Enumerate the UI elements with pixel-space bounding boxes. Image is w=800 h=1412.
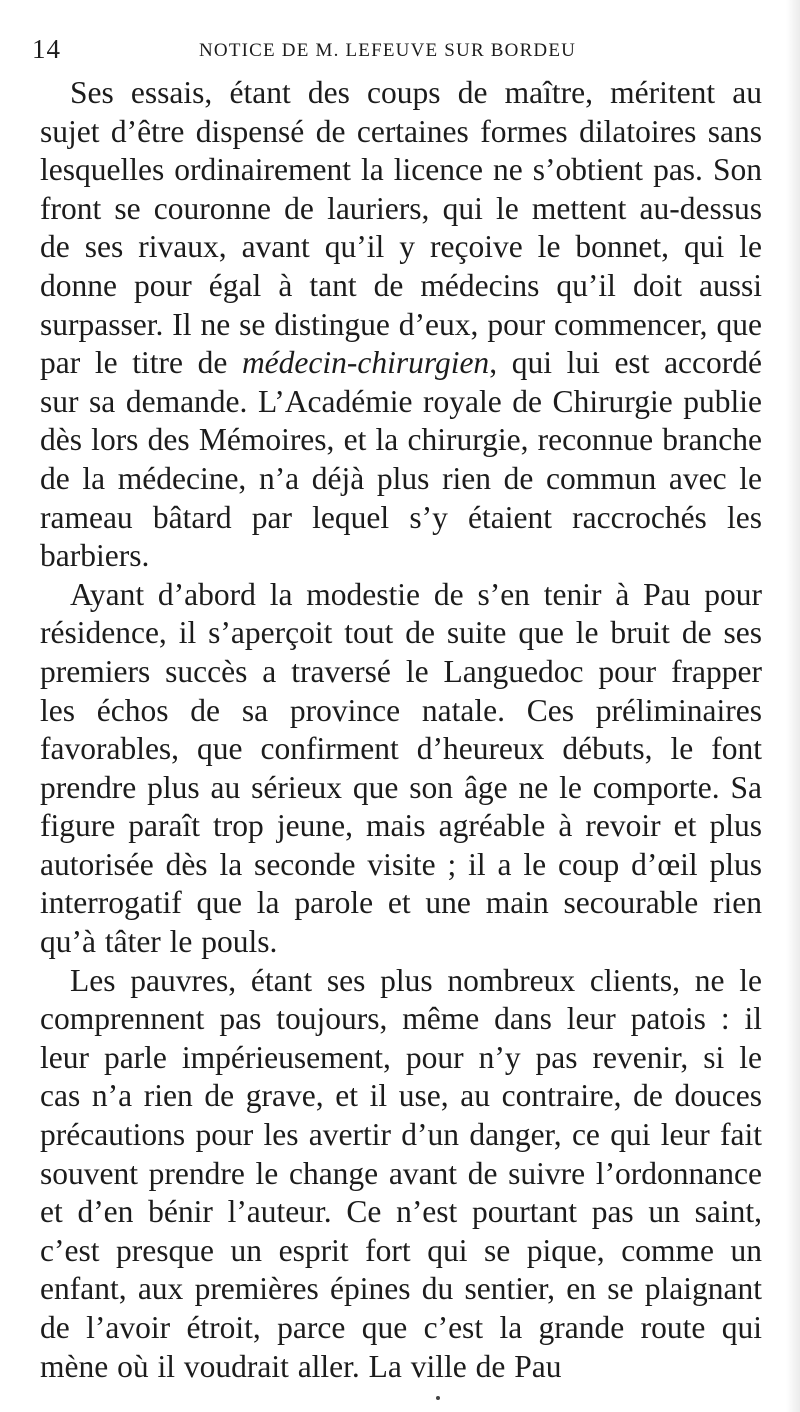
italic-term: médecin-chirurgien [241, 345, 490, 381]
body-text [40, 74, 762, 1386]
paragraph-3: Les pauvres, étant ses plus nombreux clients, ne le comprennent pas toujours, même dans leur patois : il leur parle impérieusement, pour n’y pas revenir, si le cas n’a rien de grave, et il use, au contraire, de douces précautions pour les avertir d’un danger, ce qui leur fait souvent prendre le change avant de suivre l’ordonnance et d’en bénir l’auteur. Ce n’est pourtant pas un saint, c’est presque un esprit fort qui se pique, comme un enfant, aux premières épines du sentier, en se plaignant de l’avoir étroit, parce que c’est la grande route qui mène où il voudrait aller. La ville de Pau [40, 962, 762, 1384]
paragraph-1-text-after: , qui lui est accordé sur sa demande. L’Académie royale de Chirurgie publie dès lors des Mémoires, et la chirurgie, reconnue branche de la médecine, n’a déjà plus rien de commun avec le rameau bâtard par lequel s’y étaient raccrochés les barbiers. [40, 345, 762, 574]
running-head: NOTICE DE M. LEFEUVE SUR BORDEU [199, 40, 577, 61]
paragraph-2: Ayant d’abord la modestie de s’en tenir à Pau pour résidence, il s’aperçoit tout de suite que le bruit de ses premiers succès a traversé le Languedoc pour frapper les échos de sa province natale. Ces préliminaires favorables, que confirment d’heureux débuts, le font prendre plus au sérieux que son âge ne le comporte. Sa figure paraît trop jeune, mais agréable à revoir et plus autorisée dès la seconde visite ; il a le coup d’œil plus interrogatif que la parole et une main secourable rien qu’à tâter le pouls. [40, 576, 762, 960]
page-edge-shadow [786, 0, 800, 1412]
paragraph-1 [40, 74, 762, 576]
page-number: 14 [32, 34, 61, 64]
page-header [32, 34, 762, 64]
ink-speck [436, 1396, 440, 1400]
paragraph-1-text-before: Ses essais, étant des coups de maître, méritent au sujet d’être dispensé de certaines formes dilatoires sans lesquelles ordinairement la licence ne s’obtient pas. Son front se couronne de lauriers, qui le mettent au-dessus de ses rivaux, avant qu’il y reçoive le bonnet, qui le donne pour égal à tant de médecins qu’il doit aussi surpasser. Il ne se distingue d’eux, pour commencer, que par le titre de [40, 75, 762, 381]
